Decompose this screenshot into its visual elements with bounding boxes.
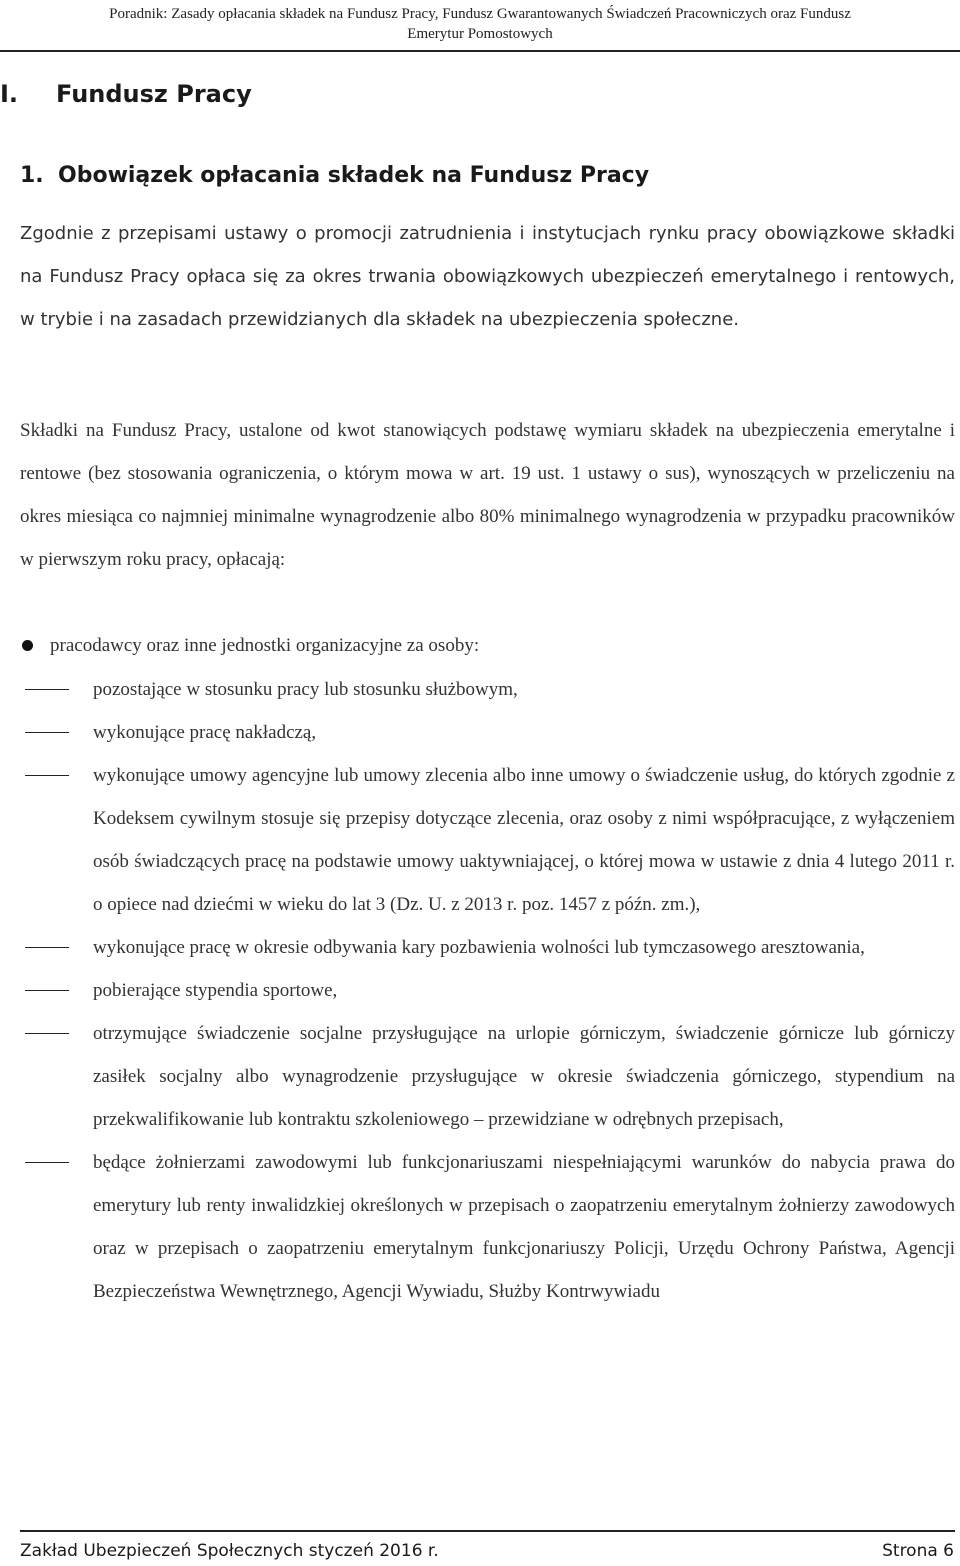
list-item	[20, 1141, 955, 1313]
list-item-text: wykonujące umowy agencyjne lub umowy zlecenia albo inne umowy o świadczenie usług, do których zgodnie z Kodeksem cywilnym stosuje się przepisy dotyczące zlecenia, oraz osoby z nimi współpracujące, z wyłączeniem osób świadczących pracę na podstawie umowy uaktywniającej, o której mowa w ustawie z dnia 4 lutego 2011 r. o opiece nad dziećmi w wieku do lat 3 (Dz. U. z 2013 r. poz. 1457 z późn. zm.),	[93, 765, 955, 915]
header-line-1: Poradnik: Zasady opłacania składek na Fundusz Pracy, Fundusz Gwarantowanych Świadczeń Pracowniczych oraz Fundusz	[109, 6, 851, 22]
paragraph-contributions: Składki na Fundusz Pracy, ustalone od kwot stanowiących podstawę wymiaru składek na ubezpieczenia emerytalne i rentowe (bez stosowania ograniczenia, o którym mowa w art. 19 ust. 1 ustawy o sus), wynoszących w przeliczeniu na okres miesiąca co najmniej minimalne wynagrodzenie albo 80% minimalnego wynagrodzenia w przypadku pracowników w pierwszym roku pracy, opłacają:	[20, 420, 955, 570]
list-item-text: pobierające stypendia sportowe,	[93, 980, 338, 1001]
list-item	[20, 926, 955, 969]
list-item-text: pozostające w stosunku pracy lub stosunku służbowym,	[93, 679, 518, 700]
paragraph-intro: Zgodnie z przepisami ustawy o promocji zatrudnienia i instytucjach rynku pracy obowiązkowe składki na Fundusz Pracy opłaca się za okres trwania obowiązkowych ubezpieczeń emerytalnego i rentowych, w trybie i na zasadach przewidzianych dla składek na ubezpieczenia społeczne.	[20, 223, 955, 330]
page-header	[0, 4, 960, 44]
header-line-2: Emerytur Pomostowych	[407, 26, 553, 42]
section-number: I.	[0, 80, 19, 108]
page-number: Strona 6	[882, 1541, 954, 1561]
bullet-text: pracodawcy oraz inne jednostki organizacyjne za osoby:	[50, 635, 480, 656]
list-item	[20, 969, 955, 1012]
footer-institution: Zakład Ubezpieczeń Społecznych styczeń 2016 r.	[20, 1541, 439, 1561]
dash-icon	[25, 1033, 69, 1034]
list-item-text: wykonujące pracę nakładczą,	[93, 722, 317, 743]
dash-icon	[25, 775, 69, 776]
list-item-text: otrzymujące świadczenie socjalne przysługujące na urlopie górniczym, świadczenie górnicze lub górniczy zasiłek socjalny albo wynagrodzenie przysługujące w okresie świadczenia górniczego, stypendium na przekwalifikowanie lub kontraktu szkoleniowego – przewidziane w odrębnych przepisach,	[93, 1023, 955, 1130]
section-title: Fundusz Pracy	[56, 80, 252, 108]
subsection-title: Obowiązek opłacania składek na Fundusz Pracy	[58, 163, 650, 188]
header-divider	[0, 50, 960, 52]
dash-icon	[25, 732, 69, 733]
list-item-text: wykonujące pracę w okresie odbywania kary pozbawienia wolności lub tymczasowego aresztowania,	[93, 937, 865, 958]
list-item-text: będące żołnierzami zawodowymi lub funkcjonariuszami niespełniającymi warunków do nabycia prawa do emerytury lub renty inwalidzkiej określonych w przepisach o zaopatrzeniu emerytalnym żołnierzy zawodowych oraz w przepisach o zaopatrzeniu emerytalnym funkcjonariuszy Policji, Urzędu Ochrony Państwa, Agencji Bezpieczeństwa Wewnętrznego, Agencji Wywiadu, Służby Kontrwywiadu	[93, 1152, 955, 1302]
dash-icon	[25, 990, 69, 991]
dash-icon	[25, 947, 69, 948]
dash-list	[20, 668, 955, 1313]
footer-divider	[20, 1530, 955, 1532]
list-item	[20, 754, 955, 926]
subsection-number: 1.	[20, 163, 44, 188]
section-heading	[0, 78, 252, 110]
dash-icon	[25, 1162, 69, 1163]
dash-icon	[25, 689, 69, 690]
list-item	[20, 711, 955, 754]
list-item	[20, 668, 955, 711]
subsection-heading	[20, 160, 649, 192]
bullet-dot-icon	[22, 640, 33, 651]
list-item	[20, 1012, 955, 1141]
